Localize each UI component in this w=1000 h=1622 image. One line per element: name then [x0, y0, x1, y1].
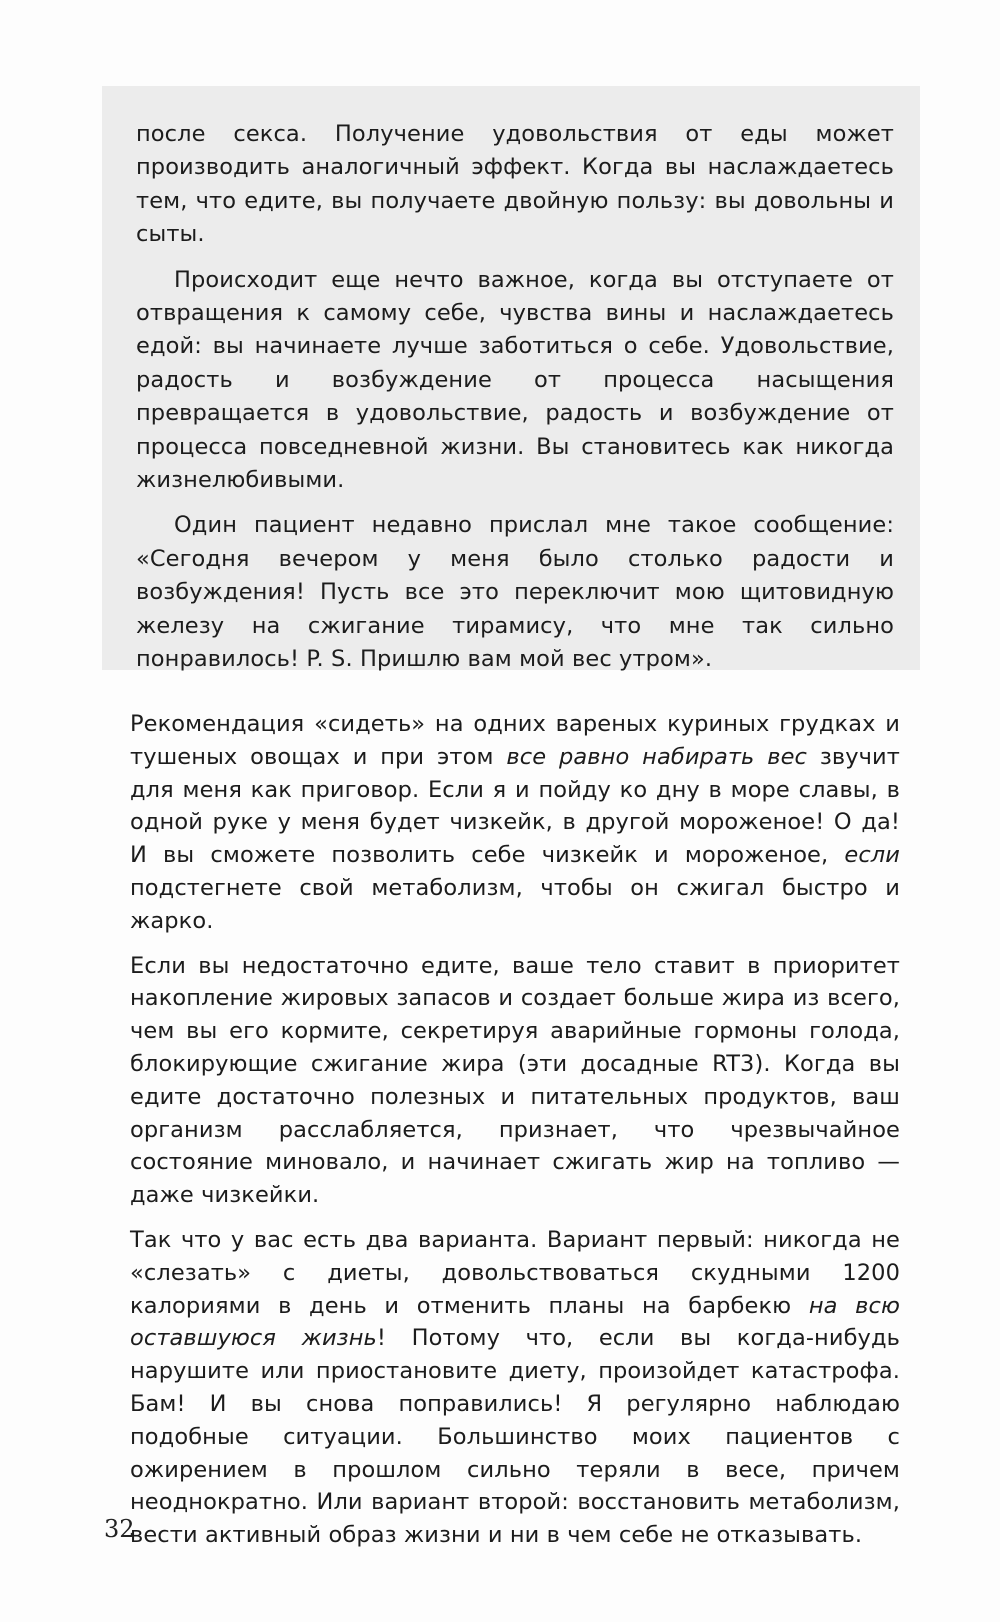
sidebar-paragraph-1: после секса. Получение удовольствия от еды может производить аналогичный эффект. Когда вы наслаждаетесь тем, что едите, вы получаете двойную пользу: вы довольны и сыты.	[136, 121, 894, 248]
sidebar-paragraph-2: Происходит еще нечто важное, когда вы отступаете от отвращения к самому себе, чувства вины и наслаждаетесь едой: вы начинаете лучше заботиться о себе. Удовольствие, радость и возбуждение от процесса насыщения превращается в удовольствие, радость и возбуждение от процесса повседневной жизни. Вы становитесь как никогда жизнелюбивыми.	[136, 266, 894, 494]
main-text	[130, 708, 900, 1564]
body-paragraph-3-emphasis: на всю оставшуюся жизнь	[130, 1292, 900, 1352]
sidebar-text	[136, 118, 894, 689]
body-paragraph-3-part-b: ! Потому что, если вы когда-нибудь нарушите или приостановите диету, произойдет катастрофа. Бам! И вы снова поправились! Я регулярно наблюдаю подобные ситуации. Большинство моих пациентов с ожирением в прошлом сильно теряли в весе, причем неоднократно. Или вариант второй: восстановить метаболизм, вести активный образ жизни и ни в чем себе не отказывать.	[130, 1325, 900, 1549]
body-paragraph-1-part-a: Рекомендация «сидеть» на одних вареных куриных грудках и тушеных овощах и при этом	[130, 711, 900, 770]
body-paragraph-3	[130, 1224, 900, 1552]
sidebar-paragraph-3: Один пациент недавно прислал мне такое сообщение: «Сегодня вечером у меня было столько радости и возбуждения! Пусть все это переключит мою щитовидную железу на сжигание тирамису, что мне так сильно понравилось! P. S. Пришлю вам мой вес утром».	[136, 512, 894, 673]
body-paragraph-3-part-a: Так что у вас есть два варианта. Вариант первый: никогда не «слезать» с диеты, довольствоваться скудными 1200 калориями в день и отменить планы на барбекю	[130, 1226, 900, 1319]
body-paragraph-1-emphasis-2: если	[844, 842, 900, 869]
body-paragraph-1-part-c: подстегнете свой метаболизм, чтобы он сжигал быстро и жарко.	[130, 874, 900, 934]
body-paragraph-1-emphasis-1: все равно набирать вес	[506, 743, 807, 770]
body-paragraph-1	[130, 708, 900, 938]
page-number: 32	[104, 1515, 135, 1543]
body-paragraph-2: Если вы недостаточно едите, ваше тело ставит в приоритет накопление жировых запасов и создает больше жира из всего, чем вы его кормите, секретируя аварийные гормоны голода, блокирующие сжигание жира (эти досадные RT3). Когда вы едите достаточно полезных и питательных продуктов, ваш организм расслабляется, признает, что чрезвычайное состояние миновало, и начинает сжигать жир на топливо — даже чизкейки.	[130, 952, 900, 1209]
body-paragraph-1-part-b: звучит для меня как приговор. Если я и пойду ко дну в море славы, в одной руке у меня будет чизкейк, в другой мороженое! О да! И вы сможете позволить себе чизкейк и мороженое,	[130, 743, 900, 869]
